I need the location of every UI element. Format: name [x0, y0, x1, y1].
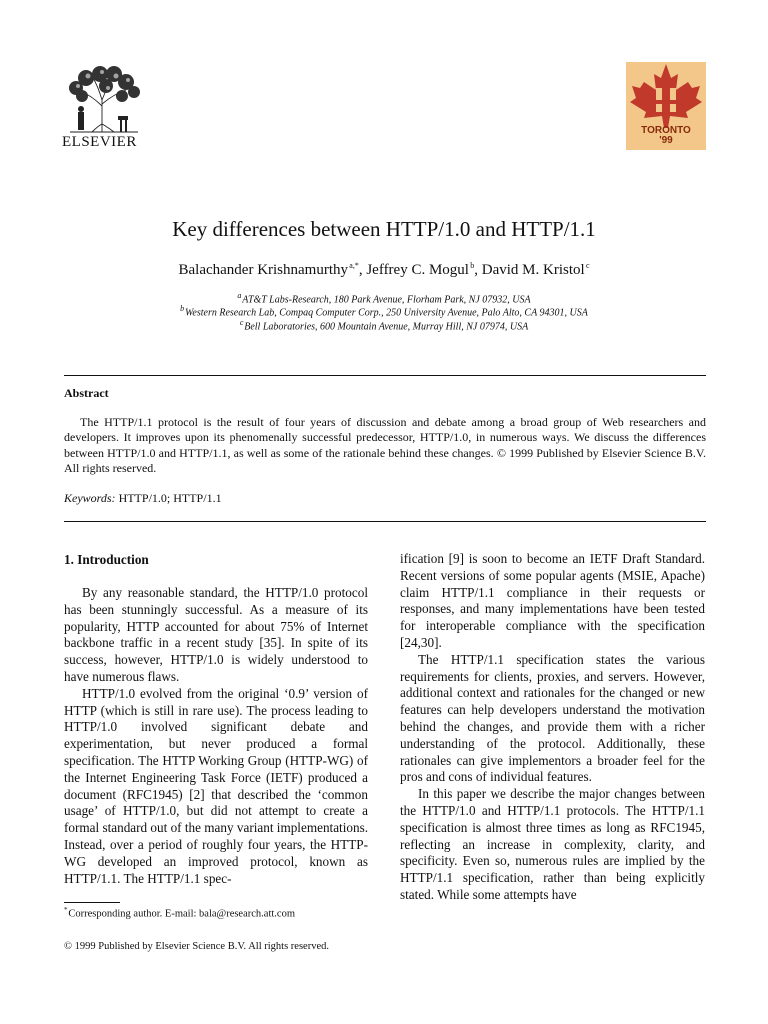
body-paragraph: In this paper we describe the major changes between the HTTP/1.0 and HTTP/1.1 protocols. The HTTP/1.1 specification is almost three times as long as RFC1945, reflecting an increase in complexity, clarity, and specificity. Even so, numerous rules are implied by the HTTP/1.1 specification, rather than being explicitly stated. While some attempts have	[400, 786, 705, 902]
left-column	[64, 585, 368, 887]
abstract-heading: Abstract	[64, 386, 109, 400]
footnote	[64, 906, 295, 920]
affiliation	[0, 304, 768, 318]
author-separator: ,	[474, 262, 482, 278]
footnote-mark: *	[64, 906, 68, 914]
author-name: David M. Kristol	[481, 262, 585, 278]
affiliation-text: Western Research Lab, Compaq Computer Corp., 250 University Avenue, Palo Alto, CA 94301, USA	[184, 307, 588, 319]
publisher-logo	[62, 66, 148, 151]
conference-logo-line1: TORONTO	[641, 125, 691, 136]
affiliation-mark: b	[180, 304, 185, 313]
keywords-list: HTTP/1.0; HTTP/1.1	[118, 491, 222, 505]
elsevier-tree-logo-icon	[62, 66, 144, 134]
author-affiliation-mark: b	[470, 261, 475, 270]
affiliation-text: Bell Laboratories, 600 Mountain Avenue, Murray Hill, NJ 07974, USA	[244, 321, 529, 333]
author-affiliation-mark: a,*	[349, 261, 359, 270]
author-name: Jeffrey C. Mogul	[366, 262, 469, 278]
body-paragraph: The HTTP/1.1 specification states the various requirements for clients, proxies, and servers. However, additional context and rationales for the changed or new features can help developers understand the motivation behind the changes, and provide them with a richer understanding of the protocol. Additionally, these rationales can give implementors a broader feel for the pros and cons of individual features.	[400, 651, 705, 785]
keywords	[64, 491, 222, 506]
publisher-name: ELSEVIER	[62, 134, 137, 150]
author-affiliation-mark: c	[585, 261, 590, 270]
copyright-notice: © 1999 Published by Elsevier Science B.V. All rights reserved.	[64, 941, 329, 952]
body-paragraph: By any reasonable standard, the HTTP/1.0 protocol has been stunningly successful. As a measure of its popularity, HTTP accounted for about 75% of Internet backbone traffic in a recent study [35]. In spite of its success, however, HTTP/1.0 is widely understood to have numerous flaws.	[64, 585, 368, 684]
body-paragraph: ification [9] is soon to become an IETF Draft Standard. Recent versions of some popular agents (MSIE, Apache) claim HTTP/1.1 compliance in their requests or responses, and many implementations have been tested for interoperable compliance with the specification [24,30].	[400, 551, 705, 650]
abstract-bottom-rule	[64, 521, 706, 522]
paper-title: Key differences between HTTP/1.0 and HTTP/1.1	[172, 217, 596, 241]
affiliation	[0, 318, 768, 332]
section-heading: 1. Introduction	[64, 552, 149, 567]
author-name: Balachander Krishnamurthy	[178, 262, 349, 278]
author-list	[0, 261, 768, 279]
footnote-text: Corresponding author. E-mail: bala@research.att.com	[68, 908, 295, 920]
author-separator: ,	[358, 262, 367, 278]
conference-logo-line2: '99	[659, 135, 673, 146]
affiliation-mark: a	[237, 291, 242, 300]
body-paragraph: HTTP/1.0 evolved from the original ‘0.9’ version of HTTP (which is still in rare use). The process leading to HTTP/1.0 involved significant debate and experimentation, but never produced a formal specification. The HTTP Working Group (HTTP-WG) of the Internet Engineering Task Force (IETF) produced a document (RFC1945) [2] that described the ‘common usage’ of HTTP/1.0, but did not attempt to create a formal standard out of the many variant implementations. Instead, over a period of roughly four years, the HTTP-WG developed an improved protocol, known as HTTP/1.1. The HTTP/1.1 spec-	[64, 685, 368, 886]
affiliation-mark: c	[239, 318, 244, 327]
conference-logo	[626, 62, 706, 150]
right-column	[400, 551, 705, 904]
footnote-rule	[64, 902, 120, 903]
affiliation-text: AT&T Labs-Research, 180 Park Avenue, Florham Park, NJ 07932, USA	[242, 294, 531, 306]
abstract-text: The HTTP/1.1 protocol is the result of four years of discussion and debate among a broad group of Web researchers and developers. It improves upon its phenomenally successful predecessor, HTTP/1.0, in numerous ways. We discuss the differences between HTTP/1.0 and HTTP/1.1, as well as some of the rationale behind these changes. © 1999 Published by Elsevier Science B.V. All rights reserved.	[64, 415, 706, 476]
keywords-label: Keywords:	[64, 491, 116, 505]
abstract-top-rule	[64, 375, 706, 376]
